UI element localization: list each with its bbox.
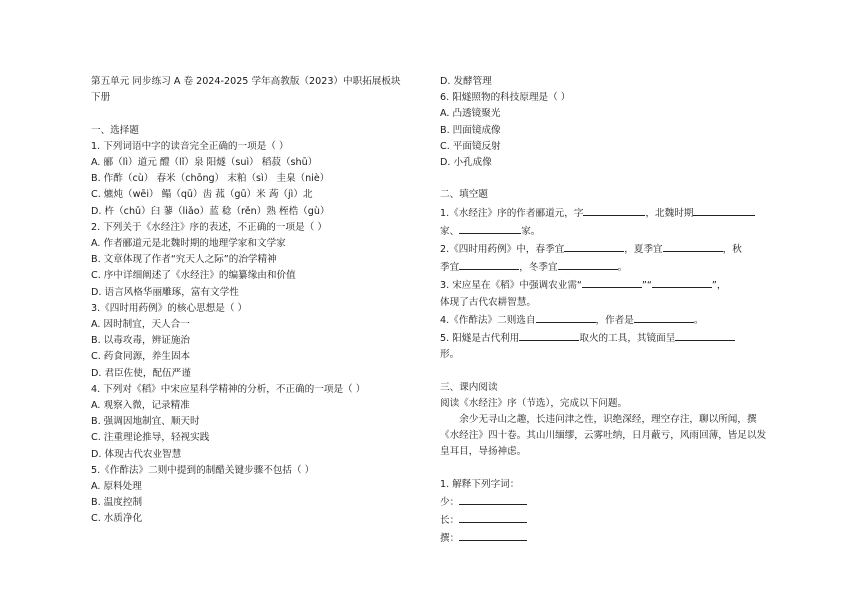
fill-question-2-cont: 季宜 ，冬季宜 。: [440, 258, 775, 276]
answer-blank[interactable]: [652, 276, 712, 288]
fill-question-2: 2.《四时用药例》中，春季宜 ，夏季宜 ，秋: [440, 240, 775, 258]
option-6c: C. 平面镜反射: [440, 140, 501, 152]
option-5c: C. 水质净化: [91, 513, 143, 525]
option-4c: C. 注重理论推导，轻视实践: [91, 432, 210, 444]
doc-title: 第五单元 同步练习 A 卷 2024-2025 学年高教版（2023）中职拓展板块: [91, 76, 401, 87]
answer-blank[interactable]: [583, 204, 645, 216]
option-2d: D. 语言风格华丽雕琢，富有文学性: [91, 286, 239, 298]
question-2: 2. 下列关于《水经注》序的表述，不正确的一项是（ ）: [91, 221, 327, 233]
section-heading-choice: 一、选择题: [91, 124, 139, 136]
option-3b: B. 以毒攻毒，辨证施治: [91, 335, 191, 347]
fill-question-3: 3. 宋应星在《稻》中强调农业需“ ”“ ”，: [440, 276, 775, 294]
answer-blank[interactable]: [558, 258, 618, 270]
option-3a: A. 因时制宜，天人合一: [91, 319, 190, 331]
option-6a: A. 凸透镜聚光: [440, 108, 501, 120]
section-heading-reading: 三、课内阅读: [440, 381, 498, 393]
fill-question-5-cont: 形。: [440, 349, 460, 361]
option-5a: A. 原料处理: [91, 481, 142, 493]
option-4b: B. 强调因地制宜、顺天时: [91, 416, 200, 428]
answer-blank[interactable]: [459, 258, 519, 270]
right-column: [440, 74, 775, 548]
option-6d: D. 小孔成像: [440, 157, 492, 169]
fill-question-5: 5. 阳燧是古代利用 取火的工具，其镜面呈: [440, 329, 775, 347]
question-4: 4. 下列对《稻》中宋应星科学精神的分析，不正确的一项是（ ）: [91, 383, 366, 395]
word-item-1: 少：: [440, 493, 775, 511]
answer-blank[interactable]: [634, 311, 694, 323]
fill-question-1: 1.《水经注》序的作者郦道元，字 ，北魏时期: [440, 204, 775, 222]
option-2a: A. 作者郦道元是北魏时期的地理学家和文学家: [91, 238, 286, 250]
option-2c: C. 序中详细阐述了《水经注》的编纂缘由和价值: [91, 270, 296, 282]
option-2b: B. 文章体现了作者“究天人之际”的治学精神: [91, 254, 277, 266]
answer-blank[interactable]: [564, 240, 624, 252]
reading-intro: 阅读《水经注》序（节选），完成以下问题。: [440, 397, 628, 409]
option-1c: C. 爊炖（wēi） 鳎（qū）齿 菰（gū）米 蒟（jì）北: [91, 189, 313, 201]
section-heading-fill: 二、填空题: [440, 189, 488, 201]
option-1d: D. 杵（chǔ）臼 蓼（liǎo）蓝 稔（rěn）熟 桎梏（gù）: [91, 205, 330, 217]
answer-blank[interactable]: [536, 311, 596, 323]
answer-blank[interactable]: [459, 493, 527, 505]
answer-blank[interactable]: [459, 222, 521, 234]
question-5: 5.《作酢法》二则中提到的制醋关键步骤不包括（ ）: [91, 464, 315, 476]
option-3d: D. 君臣佐使，配伍严谨: [91, 367, 191, 379]
left-column: [91, 74, 426, 528]
option-1a: A. 郦（lì）道元 醴（lǐ）泉 阳燧（suì） 稻菽（shū）: [91, 157, 318, 168]
option-3c: C. 药食同源，养生固本: [91, 351, 191, 363]
answer-blank[interactable]: [663, 240, 723, 252]
reading-passage: 余少无寻山之趣，长违问津之性，识绝深经，理空存注，聊以所闻，撰《水经注》四十卷。其山川缅缪，云雾吐纳，日月蔽亏，风雨回薄，皆足以发皇耳目，导扬神虑。: [440, 414, 767, 458]
answer-blank[interactable]: [675, 329, 735, 341]
answer-blank[interactable]: [459, 529, 527, 541]
word-item-3: 撰：: [440, 529, 775, 547]
answer-blank[interactable]: [693, 204, 755, 216]
question-3: 3.《四时用药例》的核心思想是（ ）: [91, 302, 248, 314]
word-item-2: 长：: [440, 511, 775, 529]
reading-question-1: 1. 解释下列字词：: [440, 478, 520, 490]
option-6b: B. 凹面镜成像: [440, 124, 501, 136]
option-5b: B. 温度控制: [91, 497, 143, 509]
fill-question-1-cont: 家、 家。: [440, 222, 775, 240]
option-4a: A. 观察入微，记录精准: [91, 400, 190, 412]
option-5d: D. 发酵管理: [440, 76, 492, 87]
answer-blank[interactable]: [582, 276, 642, 288]
question-6: 6. 阳燧照物的科技原理是（ ）: [440, 92, 571, 104]
option-4d: D. 体现古代农业智慧: [91, 448, 182, 460]
question-1: 1. 下列词语中字的读音完全正确的一项是（ ）: [91, 140, 289, 152]
answer-blank[interactable]: [519, 329, 579, 341]
answer-blank[interactable]: [459, 511, 527, 523]
option-1b: B. 作酢（cù） 春米（chōng） 末粕（sì） 圭臬（niè）: [91, 173, 330, 185]
fill-question-4: 4.《作酢法》二则选自 ，作者是 。: [440, 311, 775, 329]
fill-question-3-cont: 体现了古代农耕智慧。: [440, 296, 536, 308]
doc-title-cont: 下册: [91, 92, 111, 104]
